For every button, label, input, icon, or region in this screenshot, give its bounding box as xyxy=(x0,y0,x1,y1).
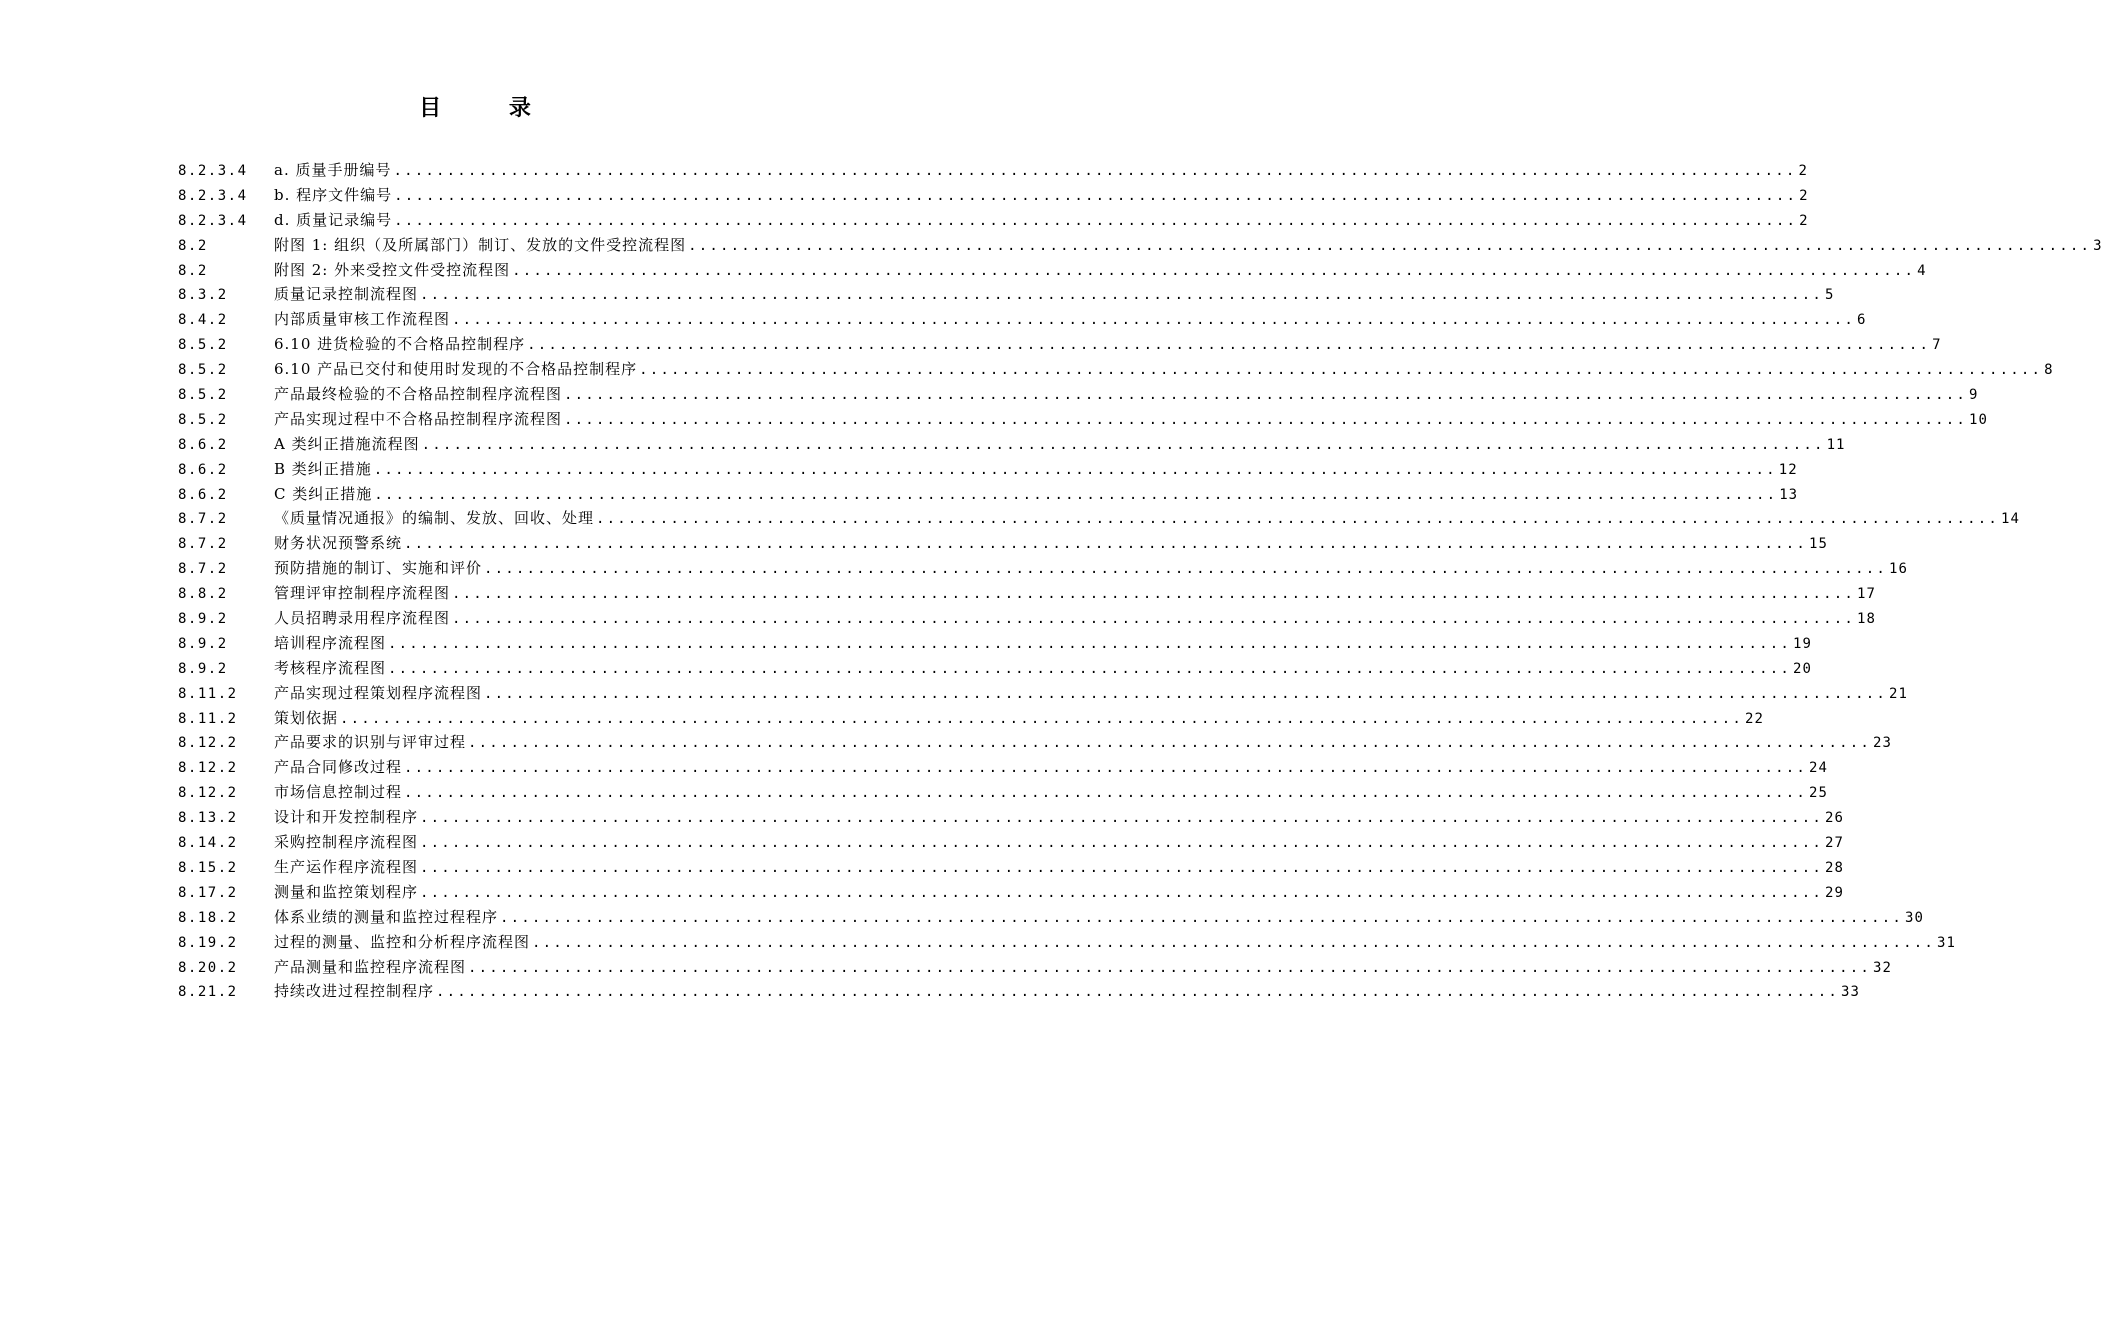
toc-entry-title: 管理评审控制程序流程图 xyxy=(274,584,451,603)
toc-entry-section-number: 8.2 xyxy=(178,237,208,254)
toc-entry-section-number: 8.21.2 xyxy=(178,984,238,1001)
toc-entry-title: 设计和开发控制程序 xyxy=(274,808,419,827)
toc-entry-page-number: 9 xyxy=(1969,387,1979,404)
toc-entry-page-number: 21 xyxy=(1889,685,1908,702)
toc-entry-page-number: 22 xyxy=(1745,710,1764,727)
toc-entry-title: 质量记录控制流程图 xyxy=(274,285,419,304)
toc-entry-section-number: 8.13.2 xyxy=(178,810,238,827)
toc-entry-section-number: 8.14.2 xyxy=(178,835,238,852)
toc-entry[interactable] xyxy=(178,955,1892,980)
toc-entry[interactable] xyxy=(178,158,1808,183)
toc-dot-leader xyxy=(564,383,1967,408)
toc-entry-page-number: 25 xyxy=(1809,785,1828,802)
toc-dot-leader xyxy=(420,831,1823,856)
toc-entry-title: 测量和监控策划程序 xyxy=(274,882,419,901)
toc-entry-section-number: 8.7.2 xyxy=(178,511,228,528)
toc-entry-title: 持续改进过程控制程序 xyxy=(274,982,435,1001)
toc-entry[interactable] xyxy=(178,506,2020,531)
toc-entry[interactable] xyxy=(178,830,1844,855)
toc-entry-title: 培训程序流程图 xyxy=(274,633,387,652)
toc-entry-section-number: 8.18.2 xyxy=(178,909,238,926)
toc-dot-leader xyxy=(596,507,1999,532)
toc-entry-page-number: 12 xyxy=(1778,461,1798,478)
table-of-contents xyxy=(178,158,2103,1004)
toc-entry[interactable] xyxy=(178,357,2054,382)
toc-dot-leader xyxy=(374,483,1777,508)
toc-entry[interactable] xyxy=(178,905,1924,930)
toc-dot-leader xyxy=(484,557,1887,582)
toc-entry-title: 产品最终检验的不合格品控制程序流程图 xyxy=(274,385,563,404)
toc-dot-leader xyxy=(468,956,1871,981)
toc-entry-title: d. 质量记录编号 xyxy=(274,210,393,229)
toc-dot-leader xyxy=(404,781,1807,806)
toc-dot-leader xyxy=(404,756,1807,781)
toc-entry-page-number: 33 xyxy=(1841,984,1860,1001)
toc-entry[interactable] xyxy=(178,407,1988,432)
toc-dot-leader xyxy=(394,209,1797,234)
toc-entry-title: 人员招聘录用程序流程图 xyxy=(274,609,451,628)
toc-entry-title: 产品测量和监控程序流程图 xyxy=(274,957,467,976)
toc-entry-section-number: 8.7.2 xyxy=(178,561,228,578)
toc-entry-section-number: 8.11.2 xyxy=(178,685,238,702)
toc-dot-leader xyxy=(404,532,1807,557)
toc-entry-title: 附图 1: 组织（及所属部门）制订、发放的文件受控流程图 xyxy=(274,235,687,254)
toc-dot-leader xyxy=(527,333,1930,358)
toc-dot-leader xyxy=(484,682,1887,707)
toc-entry[interactable] xyxy=(178,282,1835,307)
toc-entry-title: 产品要求的识别与评审过程 xyxy=(274,733,467,752)
toc-entry[interactable] xyxy=(178,606,1876,631)
toc-entry-page-number: 13 xyxy=(1779,486,1799,503)
toc-entry-section-number: 8.2 xyxy=(178,262,208,279)
toc-entry[interactable] xyxy=(178,183,1809,208)
toc-entry[interactable] xyxy=(178,631,1812,656)
toc-entry-section-number: 8.5.2 xyxy=(178,362,228,379)
toc-entry-page-number: 24 xyxy=(1809,760,1828,777)
toc-entry-page-number: 11 xyxy=(1826,436,1846,453)
toc-entry[interactable] xyxy=(178,755,1828,780)
toc-entry[interactable] xyxy=(178,780,1828,805)
toc-entry-title: 策划依据 xyxy=(274,708,339,727)
toc-dot-leader xyxy=(422,433,1825,458)
toc-entry-page-number: 2 xyxy=(1798,163,1808,179)
toc-dot-leader xyxy=(452,582,1855,607)
toc-entry[interactable] xyxy=(178,332,1942,357)
toc-entry-page-number: 6 xyxy=(1857,312,1867,329)
toc-entry-page-number: 16 xyxy=(1889,561,1908,578)
toc-entry-section-number: 8.9.2 xyxy=(178,635,228,652)
toc-dot-leader xyxy=(468,731,1871,756)
toc-dot-leader xyxy=(420,881,1823,906)
toc-entry-page-number: 14 xyxy=(2001,511,2020,528)
toc-entry-section-number: 8.5.2 xyxy=(178,337,228,354)
toc-dot-leader xyxy=(340,707,1743,732)
toc-entry[interactable] xyxy=(178,805,1844,830)
toc-entry-page-number: 7 xyxy=(1932,337,1942,354)
toc-dot-leader xyxy=(436,980,1839,1005)
toc-dot-leader xyxy=(512,259,1915,284)
page-title: 目 录 xyxy=(419,96,561,121)
toc-dot-leader xyxy=(420,856,1823,881)
toc-dot-leader xyxy=(452,308,1855,333)
toc-entry[interactable] xyxy=(178,681,1908,706)
toc-entry[interactable] xyxy=(178,531,1828,556)
toc-entry-section-number: 8.20.2 xyxy=(178,959,238,976)
toc-entry-section-number: 8.2.3.4 xyxy=(178,212,248,229)
toc-entry[interactable] xyxy=(178,581,1876,606)
toc-entry-page-number: 2 xyxy=(1799,212,1809,229)
toc-entry[interactable] xyxy=(178,979,1860,1004)
toc-entry-title: b. 程序文件编号 xyxy=(274,185,393,204)
toc-entry-page-number: 30 xyxy=(1905,909,1924,926)
toc-entry-title: 考核程序流程图 xyxy=(274,658,387,677)
toc-entry[interactable] xyxy=(178,432,1846,457)
toc-entry[interactable] xyxy=(178,656,1812,681)
toc-entry[interactable] xyxy=(178,482,1799,507)
toc-entry-page-number: 18 xyxy=(1857,611,1876,628)
toc-entry-page-number: 4 xyxy=(1917,262,1927,279)
toc-entry-page-number: 8 xyxy=(2044,362,2054,379)
toc-entry-section-number: 8.7.2 xyxy=(178,536,228,553)
toc-entry-page-number: 2 xyxy=(1799,187,1809,204)
toc-entry-section-number: 8.2.3.4 xyxy=(178,163,248,179)
toc-entry-title: 内部质量审核工作流程图 xyxy=(274,310,451,329)
toc-entry-title: 产品合同修改过程 xyxy=(274,758,403,777)
toc-entry-section-number: 8.2.3.4 xyxy=(178,187,248,204)
toc-dot-leader xyxy=(420,283,1823,308)
toc-entry-title: 附图 2: 外来受控文件受控流程图 xyxy=(274,260,511,279)
toc-dot-leader xyxy=(532,931,1935,956)
toc-entry-section-number: 8.6.2 xyxy=(178,486,228,503)
toc-entry-page-number: 5 xyxy=(1825,287,1835,304)
toc-entry-page-number: 31 xyxy=(1937,934,1956,951)
toc-entry-title: 市场信息控制过程 xyxy=(274,783,403,802)
toc-entry-section-number: 8.19.2 xyxy=(178,934,238,951)
toc-entry-page-number: 3 xyxy=(2093,237,2103,254)
toc-entry-page-number: 28 xyxy=(1825,859,1844,876)
toc-entry-page-number: 32 xyxy=(1873,959,1892,976)
toc-dot-leader xyxy=(374,458,1777,483)
toc-entry[interactable] xyxy=(178,208,1809,233)
toc-entry-section-number: 8.11.2 xyxy=(178,710,238,727)
toc-entry-title: a. 质量手册编号 xyxy=(274,161,392,179)
toc-entry-section-number: 8.12.2 xyxy=(178,735,238,752)
toc-entry-section-number: 8.15.2 xyxy=(178,859,238,876)
toc-entry-section-number: 8.6.2 xyxy=(178,436,228,453)
toc-entry-title: B 类纠正措施 xyxy=(274,459,372,478)
toc-entry-page-number: 29 xyxy=(1825,884,1844,901)
toc-entry[interactable] xyxy=(178,457,1798,482)
toc-entry-title: 6.10 产品已交付和使用时发现的不合格品控制程序 xyxy=(274,360,638,379)
toc-dot-leader xyxy=(452,607,1855,632)
toc-dot-leader xyxy=(500,906,1903,931)
toc-entry-section-number: 8.12.2 xyxy=(178,760,238,777)
toc-dot-leader xyxy=(639,358,2042,383)
toc-entry-title: 过程的测量、监控和分析程序流程图 xyxy=(274,932,531,951)
toc-entry-section-number: 8.6.2 xyxy=(178,461,228,478)
toc-entry[interactable] xyxy=(178,855,1844,880)
toc-entry[interactable] xyxy=(178,307,1867,332)
toc-entry-section-number: 8.5.2 xyxy=(178,411,228,428)
toc-entry[interactable] xyxy=(178,730,1892,755)
toc-entry-title: 生产运作程序流程图 xyxy=(274,857,419,876)
toc-dot-leader xyxy=(388,657,1791,682)
toc-entry-title: 产品实现过程中不合格品控制程序流程图 xyxy=(274,409,563,428)
toc-entry-title: 采购控制程序流程图 xyxy=(274,833,419,852)
toc-dot-leader xyxy=(564,408,1967,433)
toc-entry[interactable] xyxy=(178,233,2103,258)
toc-dot-leader xyxy=(388,632,1791,657)
toc-entry-section-number: 8.4.2 xyxy=(178,312,228,329)
toc-entry-section-number: 8.9.2 xyxy=(178,660,228,677)
toc-entry-section-number: 8.12.2 xyxy=(178,785,238,802)
toc-entry-page-number: 10 xyxy=(1969,411,1988,428)
toc-entry[interactable] xyxy=(178,258,1927,283)
toc-entry-section-number: 8.8.2 xyxy=(178,586,228,603)
toc-entry-section-number: 8.5.2 xyxy=(178,387,228,404)
toc-entry-page-number: 19 xyxy=(1793,635,1812,652)
toc-entry-title: 体系业绩的测量和监控过程程序 xyxy=(274,907,499,926)
toc-dot-leader xyxy=(420,806,1823,831)
toc-dot-leader xyxy=(393,159,1796,184)
toc-entry-page-number: 26 xyxy=(1825,810,1844,827)
toc-entry[interactable] xyxy=(178,382,1979,407)
toc-entry[interactable] xyxy=(178,930,1956,955)
toc-entry-section-number: 8.3.2 xyxy=(178,287,228,304)
toc-entry-page-number: 27 xyxy=(1825,835,1844,852)
toc-entry-page-number: 23 xyxy=(1873,735,1892,752)
toc-entry-section-number: 8.9.2 xyxy=(178,611,228,628)
toc-entry-title: 产品实现过程策划程序流程图 xyxy=(274,683,483,702)
toc-entry-page-number: 15 xyxy=(1809,536,1828,553)
toc-entry-title: 财务状况预警系统 xyxy=(274,534,403,553)
toc-entry-page-number: 20 xyxy=(1793,660,1812,677)
toc-entry-title: 预防措施的制订、实施和评价 xyxy=(274,559,483,578)
toc-entry[interactable] xyxy=(178,556,1908,581)
toc-entry-title: 《质量情况通报》的编制、发放、回收、处理 xyxy=(274,509,595,528)
toc-entry-title: C 类纠正措施 xyxy=(274,484,373,503)
toc-dot-leader xyxy=(394,184,1797,209)
toc-entry-page-number: 17 xyxy=(1857,586,1876,603)
toc-entry-title: 6.10 进货检验的不合格品控制程序 xyxy=(274,335,526,354)
toc-entry[interactable] xyxy=(178,706,1764,731)
toc-entry-section-number: 8.17.2 xyxy=(178,884,238,901)
toc-dot-leader xyxy=(688,234,2091,259)
toc-entry[interactable] xyxy=(178,880,1844,905)
toc-entry-title: A 类纠正措施流程图 xyxy=(274,434,420,453)
